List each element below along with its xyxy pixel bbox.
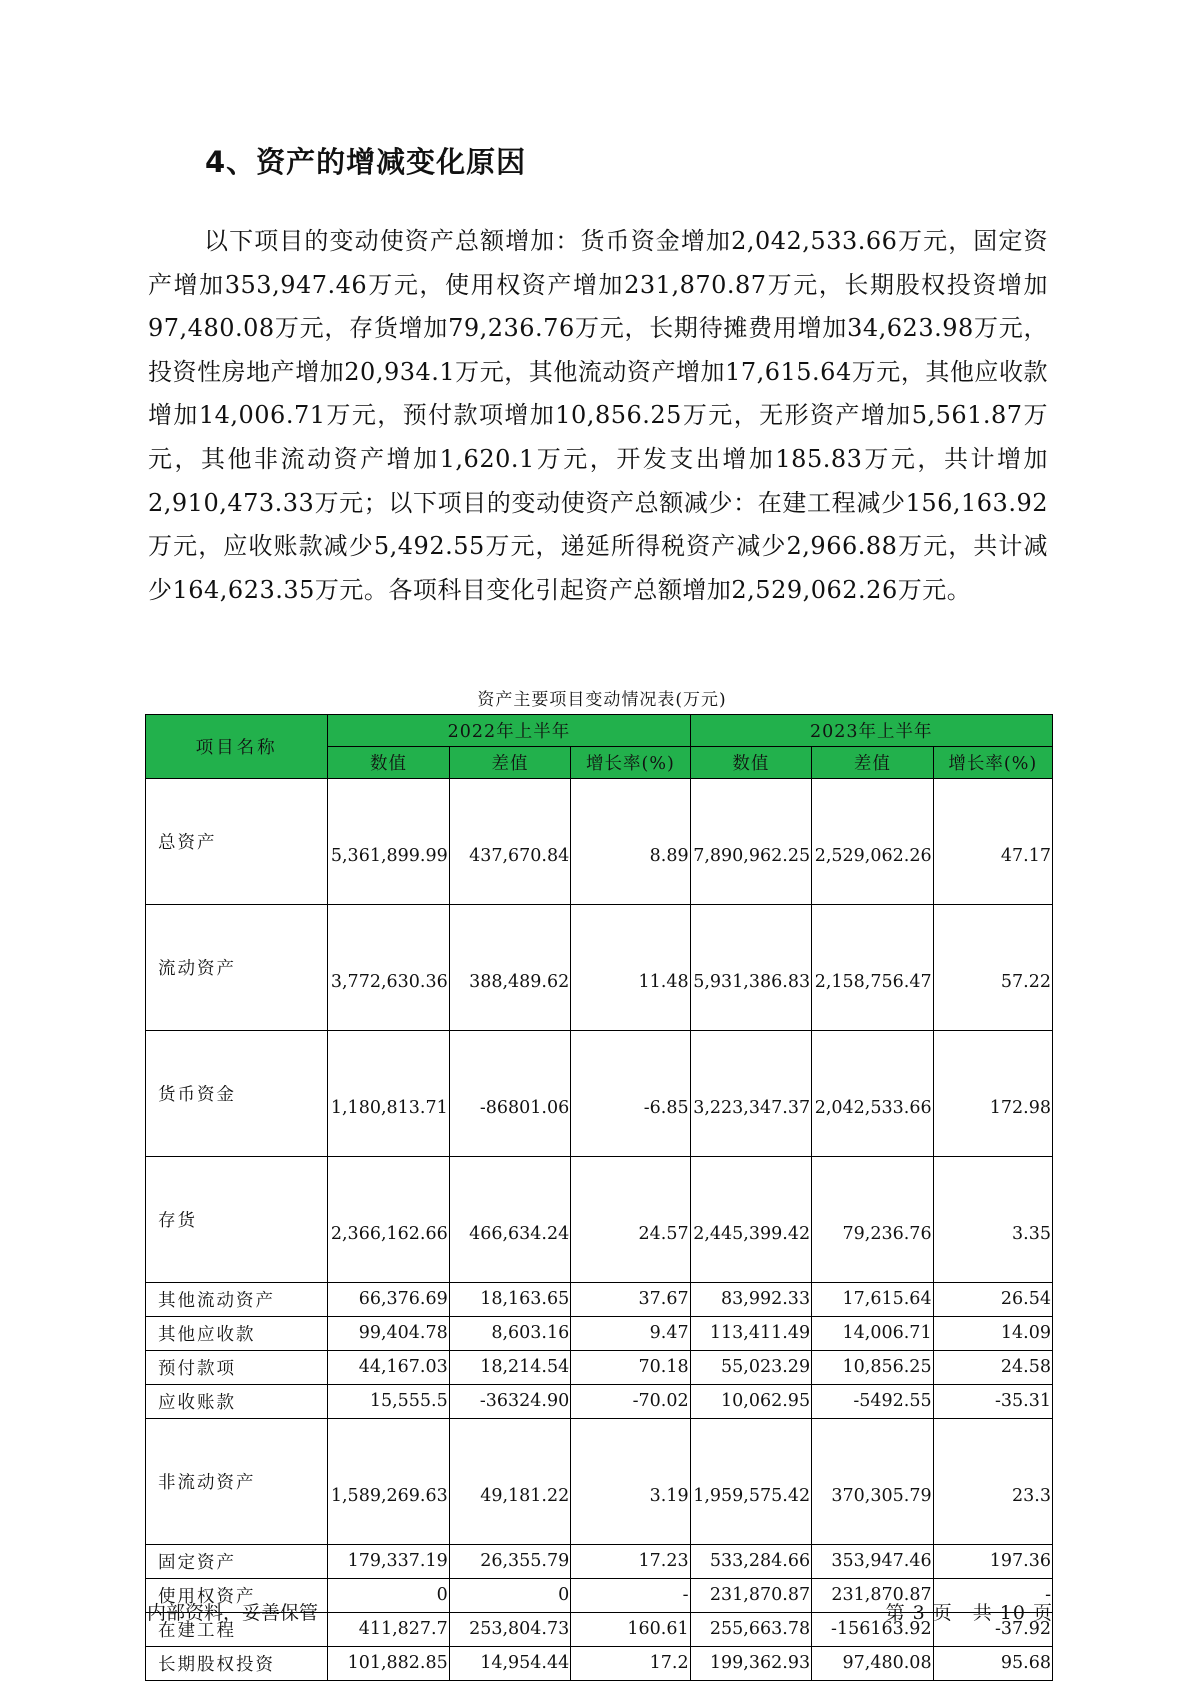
cell-value-2023: 3,223,347.37 (690, 1031, 812, 1157)
cell-rate-2023: 197.36 (933, 1545, 1052, 1579)
cell-diff-2023: 353,947.46 (812, 1545, 934, 1579)
cell-rate-2022: 3.19 (571, 1419, 690, 1545)
footer-confidential-note: 内部资料，妥善保管 (147, 1602, 319, 1624)
cell-value-2022: 179,337.19 (328, 1545, 450, 1579)
cell-value-2022: 15,555.5 (328, 1385, 450, 1419)
cell-rate-2022: 9.47 (571, 1317, 690, 1351)
row-name: 应收账款 (146, 1385, 328, 1419)
cell-value-2023: 1,959,575.42 (690, 1419, 812, 1545)
cell-rate-2023: 23.3 (933, 1419, 1052, 1545)
table-row (146, 1317, 1053, 1351)
cell-value-2022: 101,882.85 (328, 1647, 450, 1681)
cell-rate-2023: -37.92 (933, 1613, 1052, 1647)
row-name: 在建工程 (146, 1613, 328, 1647)
cell-value-2023: 5,931,386.83 (690, 905, 812, 1031)
cell-rate-2022: 17.23 (571, 1545, 690, 1579)
table-header-row (146, 715, 1053, 747)
table-row (146, 1647, 1053, 1681)
cell-diff-2022: -86801.06 (449, 1031, 571, 1157)
cell-diff-2023: 17,615.64 (812, 1283, 934, 1317)
cell-diff-2023: 231,870.87 (812, 1579, 934, 1613)
cell-value-2022: 66,376.69 (328, 1283, 450, 1317)
cell-diff-2022: 14,954.44 (449, 1647, 571, 1681)
cell-diff-2023: 2,042,533.66 (812, 1031, 934, 1157)
table-row (146, 905, 1053, 1031)
table-row (146, 1545, 1053, 1579)
cell-diff-2023: 79,236.76 (812, 1157, 934, 1283)
subheader-rate-2022: 增长率(%) (571, 747, 690, 779)
cell-diff-2022: 437,670.84 (449, 779, 571, 905)
cell-value-2022: 0 (328, 1579, 450, 1613)
cell-rate-2022: -6.85 (571, 1031, 690, 1157)
row-name: 预付款项 (146, 1351, 328, 1385)
body-paragraph: 以下项目的变动使资产总额增加：货币资金增加2,042,533.66万元，固定资产增加353,947.46万元，使用权资产增加231,870.87万元，长期股权投资增加97,480.08万元，存货增加79,236.76万元，长期待摊费用增加34,623.98万元，投资性房地产增加20,934.1万元，其他流动资产增加17,615.64万元，其他应收款增加14,006.71万元，预付款项增加10,856.25万元，无形资产增加5,561.87万元，其他非流动资产增加1,620.1万元，开发支出增加185.83万元，共计增加2,910,473.33万元；以下项目的变动使资产总额减少：在建工程减少156,163.92万元，应收账款减少5,492.55万元，递延所得税资产减少2,966.88万元，共计减少164,623.35万元。各项科目变化引起资产总额增加2,529,062.26万元。 (148, 227, 1048, 604)
header-period-2022: 2022年上半年 (328, 715, 690, 747)
cell-diff-2022: 26,355.79 (449, 1545, 571, 1579)
cell-value-2023: 2,445,399.42 (690, 1157, 812, 1283)
cell-value-2022: 2,366,162.66 (328, 1157, 450, 1283)
cell-diff-2022: 0 (449, 1579, 571, 1613)
cell-rate-2022: - (571, 1579, 690, 1613)
cell-diff-2023: -5492.55 (812, 1385, 934, 1419)
cell-value-2022: 5,361,899.99 (328, 779, 450, 905)
cell-rate-2023: 3.35 (933, 1157, 1052, 1283)
cell-value-2023: 7,890,962.25 (690, 779, 812, 905)
row-name: 使用权资产 (146, 1579, 328, 1613)
cell-rate-2022: 160.61 (571, 1613, 690, 1647)
cell-value-2023: 55,023.29 (690, 1351, 812, 1385)
cell-rate-2022: 24.57 (571, 1157, 690, 1283)
cell-rate-2022: 8.89 (571, 779, 690, 905)
cell-rate-2022: 37.67 (571, 1283, 690, 1317)
cell-rate-2022: 11.48 (571, 905, 690, 1031)
subheader-diff-2023: 差值 (812, 747, 934, 779)
cell-diff-2023: 14,006.71 (812, 1317, 934, 1351)
row-name: 长期股权投资 (146, 1647, 328, 1681)
cell-rate-2023: 57.22 (933, 905, 1052, 1031)
row-name: 其他应收款 (146, 1317, 328, 1351)
cell-value-2023: 255,663.78 (690, 1613, 812, 1647)
cell-value-2023: 113,411.49 (690, 1317, 812, 1351)
cell-rate-2023: 14.09 (933, 1317, 1052, 1351)
cell-rate-2023: 95.68 (933, 1647, 1052, 1681)
cell-value-2022: 99,404.78 (328, 1317, 450, 1351)
cell-diff-2023: 370,305.79 (812, 1419, 934, 1545)
cell-diff-2023: 2,529,062.26 (812, 779, 934, 905)
cell-rate-2023: 26.54 (933, 1283, 1052, 1317)
cell-diff-2023: 10,856.25 (812, 1351, 934, 1385)
table-caption: 资产主要项目变动情况表(万元) (477, 690, 727, 710)
section-heading: 4、资产的增减变化原因 (205, 145, 527, 179)
cell-rate-2022: 17.2 (571, 1647, 690, 1681)
cell-diff-2022: 388,489.62 (449, 905, 571, 1031)
row-name: 其他流动资产 (146, 1283, 328, 1317)
cell-diff-2022: 8,603.16 (449, 1317, 571, 1351)
cell-value-2022: 1,589,269.63 (328, 1419, 450, 1545)
subheader-diff-2022: 差值 (449, 747, 571, 779)
cell-diff-2022: 18,163.65 (449, 1283, 571, 1317)
table-row (146, 1419, 1053, 1545)
cell-diff-2023: 97,480.08 (812, 1647, 934, 1681)
cell-value-2022: 411,827.7 (328, 1613, 450, 1647)
cell-diff-2023: -156163.92 (812, 1613, 934, 1647)
cell-value-2022: 3,772,630.36 (328, 905, 450, 1031)
cell-diff-2022: 18,214.54 (449, 1351, 571, 1385)
subheader-value-2023: 数值 (690, 747, 812, 779)
table-row (146, 779, 1053, 905)
cell-rate-2023: - (933, 1579, 1052, 1613)
cell-value-2023: 10,062.95 (690, 1385, 812, 1419)
row-name: 非流动资产 (146, 1419, 328, 1545)
header-period-2023: 2023年上半年 (690, 715, 1052, 747)
table-row (146, 1385, 1053, 1419)
cell-rate-2022: -70.02 (571, 1385, 690, 1419)
cell-diff-2022: 49,181.22 (449, 1419, 571, 1545)
cell-rate-2022: 70.18 (571, 1351, 690, 1385)
row-name: 固定资产 (146, 1545, 328, 1579)
row-name: 货币资金 (146, 1031, 328, 1157)
row-name: 存货 (146, 1157, 328, 1283)
footer-page-number: 第 3 页 共 10 页 (885, 1602, 1053, 1624)
table-row (146, 1351, 1053, 1385)
row-name: 总资产 (146, 779, 328, 905)
cell-value-2022: 44,167.03 (328, 1351, 450, 1385)
subheader-rate-2023: 增长率(%) (933, 747, 1052, 779)
cell-value-2023: 199,362.93 (690, 1647, 812, 1681)
cell-diff-2022: -36324.90 (449, 1385, 571, 1419)
cell-diff-2022: 253,804.73 (449, 1613, 571, 1647)
cell-rate-2023: 24.58 (933, 1351, 1052, 1385)
cell-rate-2023: 47.17 (933, 779, 1052, 905)
table-row (146, 1283, 1053, 1317)
cell-diff-2023: 2,158,756.47 (812, 905, 934, 1031)
cell-diff-2022: 466,634.24 (449, 1157, 571, 1283)
cell-value-2023: 533,284.66 (690, 1545, 812, 1579)
cell-rate-2023: 172.98 (933, 1031, 1052, 1157)
cell-value-2023: 231,870.87 (690, 1579, 812, 1613)
table-row (146, 1031, 1053, 1157)
table-row (146, 1157, 1053, 1283)
header-item-name: 项目名称 (146, 715, 328, 779)
cell-value-2022: 1,180,813.71 (328, 1031, 450, 1157)
row-name: 流动资产 (146, 905, 328, 1031)
cell-value-2023: 83,992.33 (690, 1283, 812, 1317)
assets-table (145, 714, 1053, 1681)
subheader-value-2022: 数值 (328, 747, 450, 779)
cell-rate-2023: -35.31 (933, 1385, 1052, 1419)
